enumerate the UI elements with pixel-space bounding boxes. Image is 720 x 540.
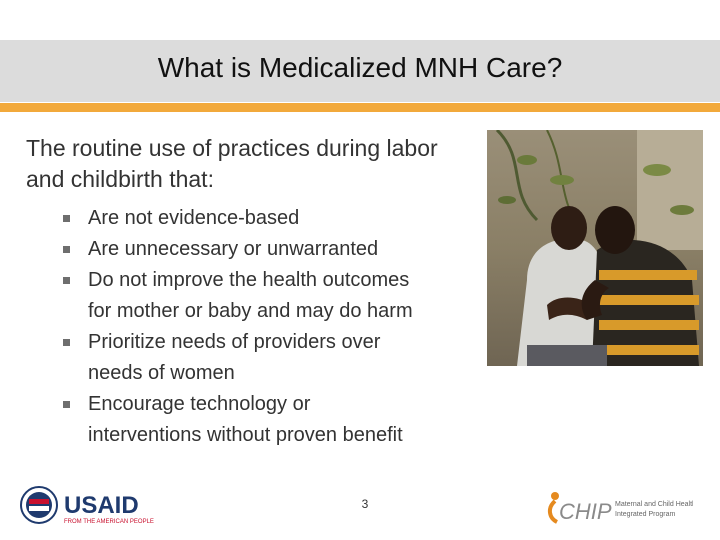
page-number: 3 (361, 497, 369, 511)
chip-wordmark: CHIP (559, 499, 612, 524)
usaid-wordmark: USAID (64, 492, 139, 519)
bullet-marker-icon (63, 246, 70, 253)
intro-text: The routine use of practices during labor and childbirth that: (26, 135, 438, 192)
bullet-marker-icon (63, 215, 70, 222)
usaid-logo-graphic (20, 486, 165, 526)
chip-line-1: Maternal and Child Health (615, 501, 693, 508)
usaid-tagline: FROM THE AMERICAN PEOPLE (64, 519, 154, 525)
couple-photo-illustration (487, 130, 703, 366)
bullet-line: Are not evidence-based (88, 207, 300, 229)
bullet-item (26, 203, 486, 234)
bullet-marker-icon (63, 401, 70, 408)
bullet-item (26, 265, 486, 327)
bullet-list (26, 203, 486, 451)
bullet-line: Are unnecessary or unwarranted (88, 238, 379, 260)
bullet-item (26, 389, 486, 451)
bullet-marker-icon (63, 277, 70, 284)
bullet-line: Do not improve the health outcomes (88, 269, 410, 291)
chip-logo (543, 490, 693, 531)
slide-title: What is Medicalized MNH Care? (157, 52, 563, 83)
bullet-item (26, 234, 486, 265)
accent-bar (0, 103, 720, 112)
couple-photo (487, 130, 703, 366)
bullet-marker-icon (63, 339, 70, 346)
bullet-line: Encourage technology or (88, 393, 311, 415)
bullet-line: Prioritize needs of providers over (88, 331, 381, 353)
bullet-item (26, 327, 486, 389)
bullet-line: needs of women (88, 362, 235, 384)
chip-line-2: Integrated Program (615, 511, 676, 518)
usaid-logo (20, 486, 165, 531)
bullet-line: interventions without proven benefit (88, 424, 403, 446)
bullet-line: for mother or baby and may do harm (88, 300, 413, 322)
chip-logo-graphic (543, 490, 693, 526)
